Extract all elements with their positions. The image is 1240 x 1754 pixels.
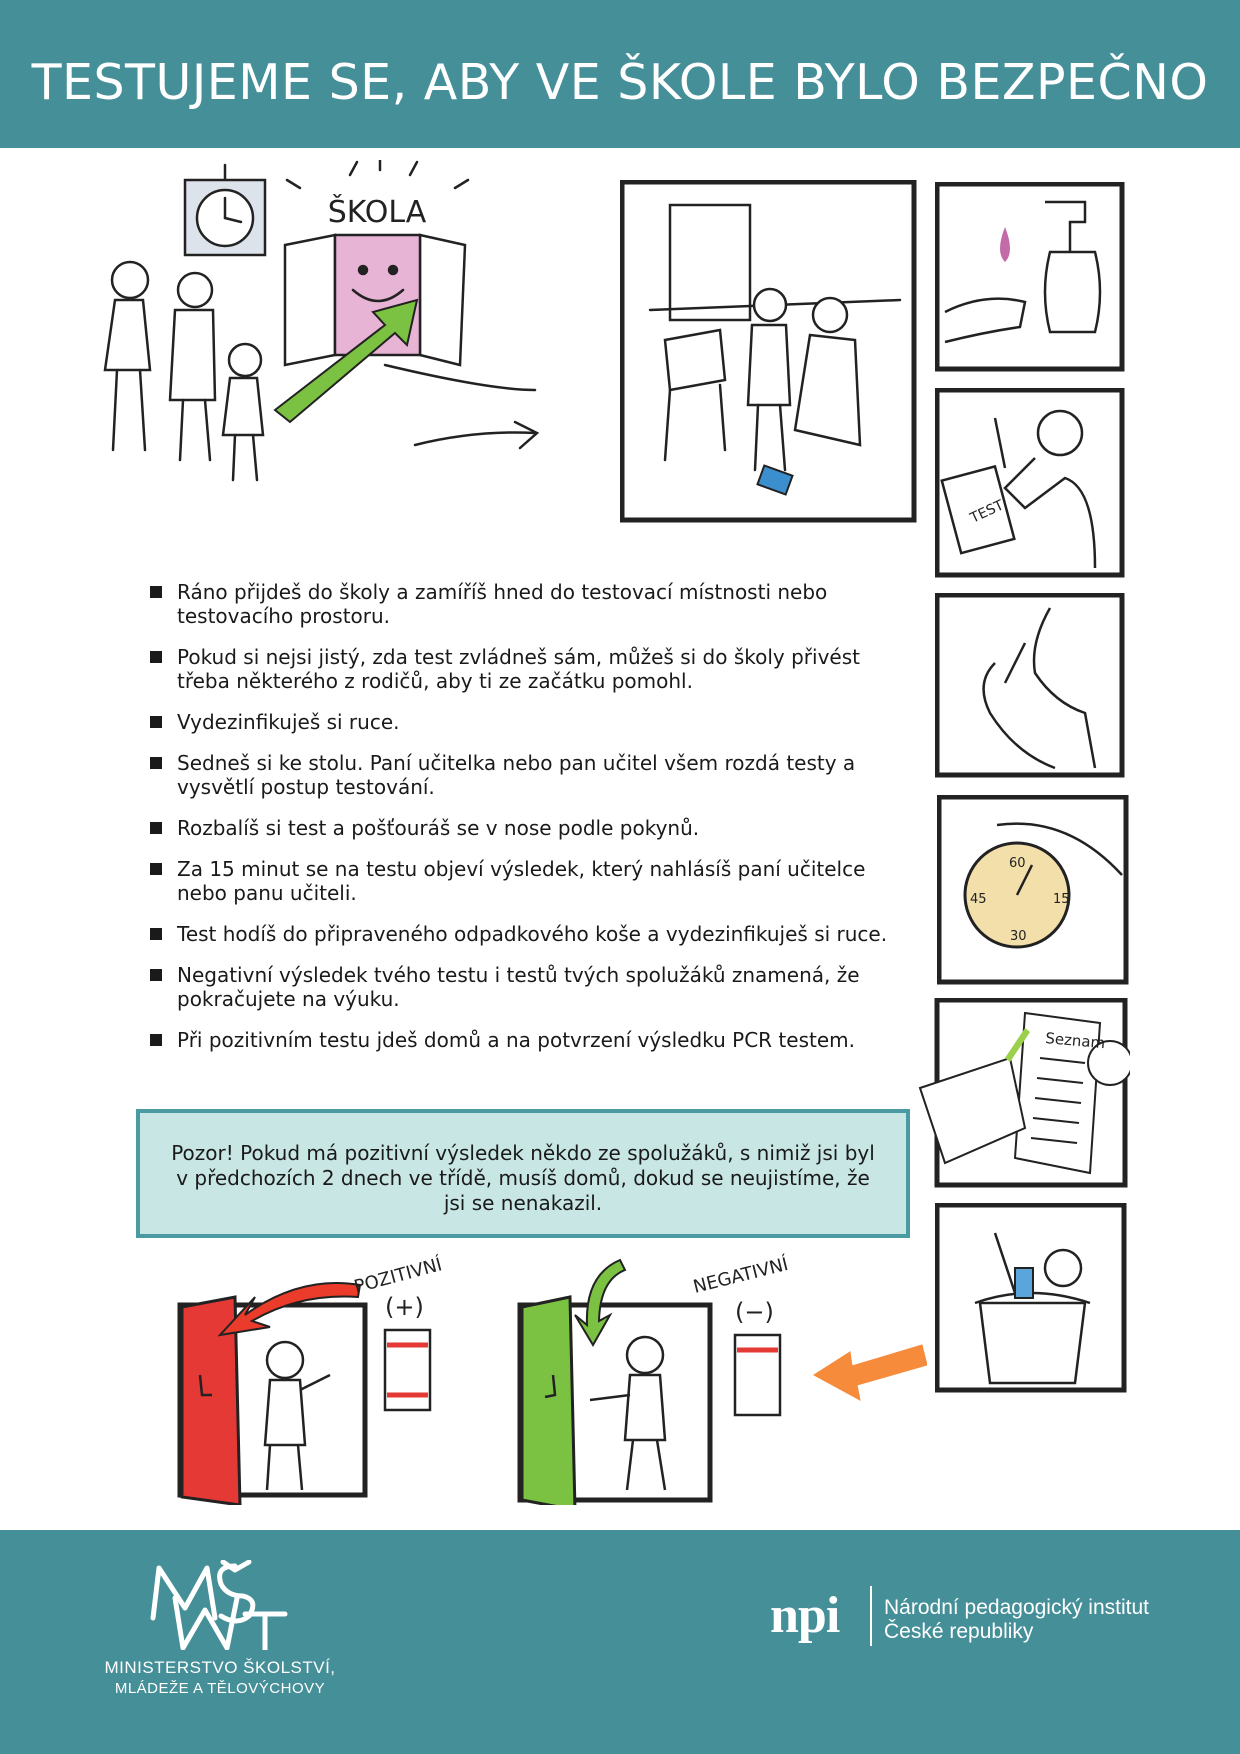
- timer-panel: [937, 795, 1129, 985]
- list-item: Negativní výsledek tvého testu i testů tvých spolužáků znamená, že pokračujete na výuku.: [150, 963, 910, 1011]
- class-list-panel: [915, 998, 1130, 1188]
- warning-notice: [136, 1109, 910, 1238]
- school-entry-illustration: [95, 160, 620, 525]
- test-tag: TEST: [967, 497, 1007, 527]
- list-item: Rozbalíš si test a pošťouráš se v nose podle pokynů.: [150, 816, 910, 840]
- instruction-list: [150, 580, 910, 1069]
- minus-sign: (−): [735, 1298, 774, 1326]
- svg-text:60: 60: [1009, 856, 1026, 871]
- list-item: Při pozitivním testu jdeš domů a na potvrzení výsledku PCR testem.: [150, 1028, 910, 1052]
- school-sign: ŠKOLA: [327, 195, 427, 230]
- msmt-logo: [145, 1560, 295, 1650]
- warning-text: Pozor! Pokud má pozitivní výsledek někdo ze spolužáků, s nimiž jsi byl v předchozích 2 dnech ve třídě, musíš domů, dokud se neujistíme, že jsi se nenakazil.: [171, 1141, 875, 1215]
- npi-name-line2: České republiky: [884, 1620, 1034, 1643]
- negative-result-illustration: [515, 1235, 845, 1505]
- list-item: Za 15 minut se na testu objeví výsledek, který nahlásíš paní učitelce nebo panu učiteli.: [150, 857, 910, 905]
- msmt-name-line1: MINISTERSTVO ŠKOLSTVÍ,: [104, 1658, 336, 1677]
- positive-result-illustration: [170, 1235, 460, 1505]
- orange-arrow-icon: [812, 1340, 927, 1405]
- page-title: TESTUJEME SE, ABY VE ŠKOLE BYLO BEZPEČNO: [31, 54, 1209, 111]
- list-item: Vydezinfikuješ si ruce.: [150, 710, 910, 734]
- list-item: Sedneš si ke stolu. Paní učitelka nebo pan učitel všem rozdá testy a vysvětlí postup testování.: [150, 751, 910, 799]
- trash-bin-panel: [935, 1203, 1127, 1393]
- list-item: Test hodíš do připraveného odpadkového koše a vydezinfikuješ si ruce.: [150, 922, 910, 946]
- list-item: Pokud si nejsi jistý, zda test zvládneš sám, můžeš si do školy přivést třeba některého z rodičů, aby ti ze začátku pomohl.: [150, 645, 910, 693]
- svg-text:45: 45: [970, 892, 987, 907]
- green-door-icon: [522, 1297, 575, 1505]
- testing-room-illustration: [620, 180, 920, 525]
- svg-text:15: 15: [1053, 892, 1070, 907]
- plus-sign: (+): [385, 1293, 424, 1321]
- svg-text:30: 30: [1010, 929, 1027, 944]
- positive-label: POZITIVNÍ: [351, 1254, 445, 1298]
- list-item: Ráno přijdeš do školy a zamíříš hned do testovací místnosti nebo testovacího prostoru.: [150, 580, 910, 628]
- hand-sanitizer-panel: [935, 182, 1125, 372]
- npi-divider: [870, 1586, 872, 1646]
- npi-logo: npi: [770, 1587, 840, 1644]
- nose-swab-panel: [935, 593, 1125, 778]
- footer-banner: [0, 1530, 1240, 1754]
- instruction-panel: [935, 388, 1125, 578]
- npi-name-line1: Národní pedagogický institut: [884, 1596, 1149, 1619]
- list-title: Seznam: [1044, 1029, 1106, 1053]
- header-banner: [0, 0, 1240, 148]
- negative-label: NEGATIVNÍ: [691, 1253, 791, 1298]
- msmt-name-line2: MLÁDEŽE A TĚLOVÝCHOVY: [114, 1680, 326, 1697]
